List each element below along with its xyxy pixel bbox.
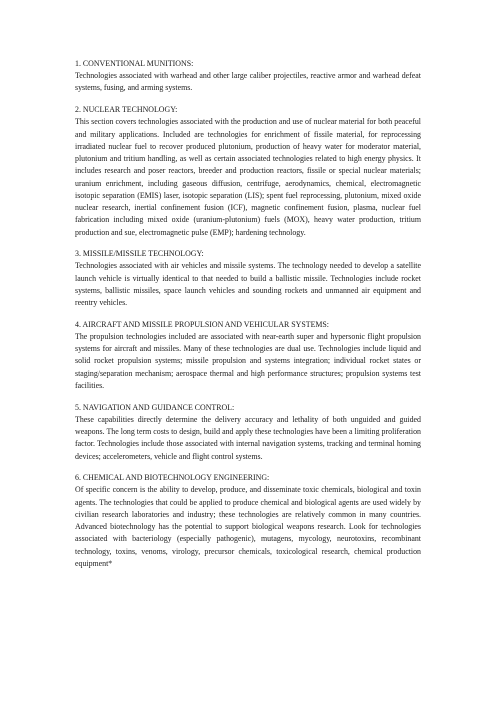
section-heading: 6. CHEMICAL AND BIOTECHNOLOGY ENGINEERING: — [75, 473, 270, 483]
section-propulsion-systems — [75, 319, 421, 392]
section-chemical-biotechnology — [75, 472, 421, 570]
section-missile-technology — [75, 248, 421, 309]
section-nuclear-technology — [75, 104, 421, 239]
document-page — [75, 58, 421, 580]
section-heading: 5. NAVIGATION AND GUIDANCE CONTROL: — [75, 402, 235, 412]
section-heading: 2. NUCLEAR TECHNOLOGY: — [75, 105, 178, 115]
section-navigation-guidance — [75, 402, 421, 463]
section-body: This section covers technologies associated with the production and use of nuclear material for both peaceful and military applications. Included are technologies for enrichment of fissile material, for reprocessing irradiated nuclear fuel to recover produced plutonium, production of heavy water for moderator material, plutonium and tritium handling, as well as certain associated technologies related to high energy physics. It includes research and poser reactors, breeder and production reactors, fissile or special nuclear materials; uranium enrichment, including gaseous diffusion, centrifuge, aerodynamics, chemical, electromagnetic isotopic separation (EMIS) laser, isotopic separation (LIS); spent fuel reprocessing, plutonium, mixed oxide nuclear research, inertial confinement fusion (ICF), magnetic confinement fusion, plasma, nuclear fuel fabrication including mixed oxide (uranium-plutonium) fuels (MOX), heavy water production, tritium production and sue, electromagnetic pulse (EMP); hardening technology. — [75, 117, 421, 237]
section-body: The propulsion technologies included are associated with near-earth super and hypersonic flight propulsion systems for aircraft and missiles. Many of these technologies are dual use. Technologies include liquid and solid rocket propulsion systems; missile propulsion and systems integration; individual rocket states or staging/separation mechanism; aerospace thermal and high performance structures; propulsion systems test facilities. — [75, 331, 421, 390]
section-body: These capabilities directly determine the delivery accuracy and lethality of both unguided and guided weapons. The long term costs to design, build and apply these technologies have been a limiting proliferation factor. Technologies include those associated with internal navigation systems, tracking and terminal homing devices; accelerometers, vehicle and flight control systems. — [75, 414, 421, 461]
section-heading: 1. CONVENTIONAL MUNITIONS: — [75, 59, 194, 68]
section-heading: 4. AIRCRAFT AND MISSILE PROPULSION AND VEHICULAR SYSTEMS: — [75, 319, 330, 329]
section-body: Technologies associated with air vehicles and missile systems. The technology needed to develop a satellite launch vehicle is virtually identical to that needed to build a ballistic missile. Technologies include rocket systems, ballistic missiles, space launch vehicles and sounding rockets and unmanned air equipment and reentry vehicles. — [75, 261, 421, 308]
section-body: Of specific concern is the ability to develop, produce, and disseminate toxic chemicals, biological and toxin agents. The technologies that could be applied to produce chemical and biological agents are used widely by civilian research laboratories and industry; these technologies are relatively common in many countries. Advanced biotechnology has the potential to support biological weapons research. Look for technologies associated with bacteriology (especially pathogenic), mutagens, mycology, neurotoxins, recombinant technology, toxins, venoms, virology, precursor chemicals, toxicological research, chemical production equipment* — [75, 485, 421, 568]
section-conventional-munitions — [75, 58, 421, 95]
section-body: Technologies associated with warhead and other large caliber projectiles, reactive armor and warhead defeat systems, fusing, and arming systems. — [75, 71, 421, 93]
section-heading: 3. MISSILE/MISSILE TECHNOLOGY: — [75, 249, 204, 259]
